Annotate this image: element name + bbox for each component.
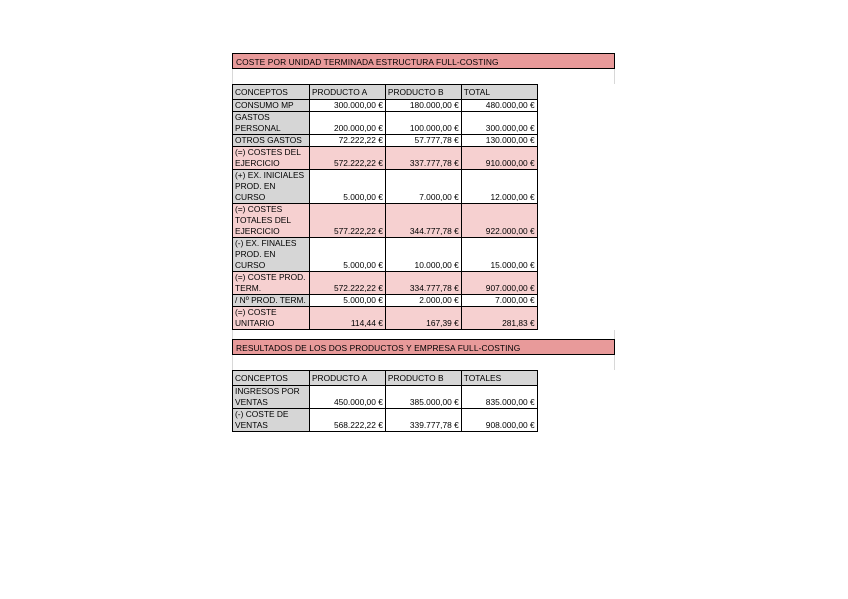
header-producto-b: PRODUCTO B [385,85,461,100]
cell-total: 480.000,00 € [461,100,537,112]
table-header-row [233,371,616,386]
cell-total: 907.000,00 € [461,272,537,295]
table-row [233,170,616,204]
cell-producto-b: 7.000,00 € [385,170,461,204]
cell-producto-a: 572.222,22 € [309,272,385,295]
cell-producto-b: 337.777,78 € [385,147,461,170]
spacer [232,69,615,84]
header-producto-b: PRODUCTO B [385,371,461,386]
row-label: (=) COSTES TOTALES DEL EJERCICIO [233,204,310,238]
table-row [233,409,616,432]
cell-total: 7.000,00 € [461,295,537,307]
table-row [233,386,616,409]
cell-producto-a: 450.000,00 € [309,386,385,409]
row-label: (+) EX. INICIALES PROD. EN CURSO [233,170,310,204]
cell-producto-b: 180.000,00 € [385,100,461,112]
table-row [233,147,616,170]
table-row [233,204,616,238]
row-label: GASTOS PERSONAL [233,112,310,135]
spreadsheet-page [232,53,615,432]
header-total: TOTAL [461,85,537,100]
cell-producto-b: 167,39 € [385,307,461,330]
cell-producto-b: 57.777,78 € [385,135,461,147]
row-label: (=) COSTE PROD. TERM. [233,272,310,295]
row-label: INGRESOS POR VENTAS [233,386,310,409]
header-producto-a: PRODUCTO A [309,85,385,100]
table-row [233,307,616,330]
header-producto-a: PRODUCTO A [309,371,385,386]
table-row [233,100,616,112]
cell-total: 922.000,00 € [461,204,537,238]
cell-producto-a: 72.222,22 € [309,135,385,147]
results-table [232,370,615,432]
cell-total: 130.000,00 € [461,135,537,147]
cell-producto-b: 334.777,78 € [385,272,461,295]
table-row [233,135,616,147]
cell-producto-b: 344.777,78 € [385,204,461,238]
cell-producto-a: 300.000,00 € [309,100,385,112]
row-label: CONSUMO MP [233,100,310,112]
table-header-row [233,85,616,100]
cell-total: 910.000,00 € [461,147,537,170]
header-conceptos: CONCEPTOS [233,85,310,100]
spacer [232,330,615,339]
cell-producto-a: 577.222,22 € [309,204,385,238]
cell-producto-a: 114,44 € [309,307,385,330]
cell-producto-a: 568.222,22 € [309,409,385,432]
cell-producto-a: 200.000,00 € [309,112,385,135]
cost-per-unit-table [232,84,615,330]
cell-producto-b: 100.000,00 € [385,112,461,135]
table-row [233,112,616,135]
cell-total: 300.000,00 € [461,112,537,135]
cell-producto-a: 5.000,00 € [309,238,385,272]
table-row [233,272,616,295]
cell-total: 835.000,00 € [461,386,537,409]
cell-producto-a: 5.000,00 € [309,295,385,307]
header-totales: TOTALES [461,371,537,386]
table-row [233,295,616,307]
cell-producto-b: 339.777,78 € [385,409,461,432]
cell-producto-b: 2.000,00 € [385,295,461,307]
row-label: / Nº PROD. TERM. [233,295,310,307]
cell-total: 15.000,00 € [461,238,537,272]
cell-total: 908.000,00 € [461,409,537,432]
spacer [232,355,615,370]
cell-producto-b: 385.000,00 € [385,386,461,409]
section2-title: RESULTADOS DE LOS DOS PRODUCTOS Y EMPRESA FULL-COSTING [232,339,615,355]
row-label: (-) COSTE DE VENTAS [233,409,310,432]
cell-producto-a: 572.222,22 € [309,147,385,170]
section1-title: COSTE POR UNIDAD TERMINADA ESTRUCTURA FULL-COSTING [232,53,615,69]
table-row [233,238,616,272]
cell-total: 12.000,00 € [461,170,537,204]
row-label: (=) COSTE UNITARIO [233,307,310,330]
row-label: (=) COSTES DEL EJERCICIO [233,147,310,170]
cell-producto-a: 5.000,00 € [309,170,385,204]
header-conceptos: CONCEPTOS [233,371,310,386]
cell-producto-b: 10.000,00 € [385,238,461,272]
row-label: (-) EX. FINALES PROD. EN CURSO [233,238,310,272]
cell-total: 281,83 € [461,307,537,330]
row-label: OTROS GASTOS [233,135,310,147]
